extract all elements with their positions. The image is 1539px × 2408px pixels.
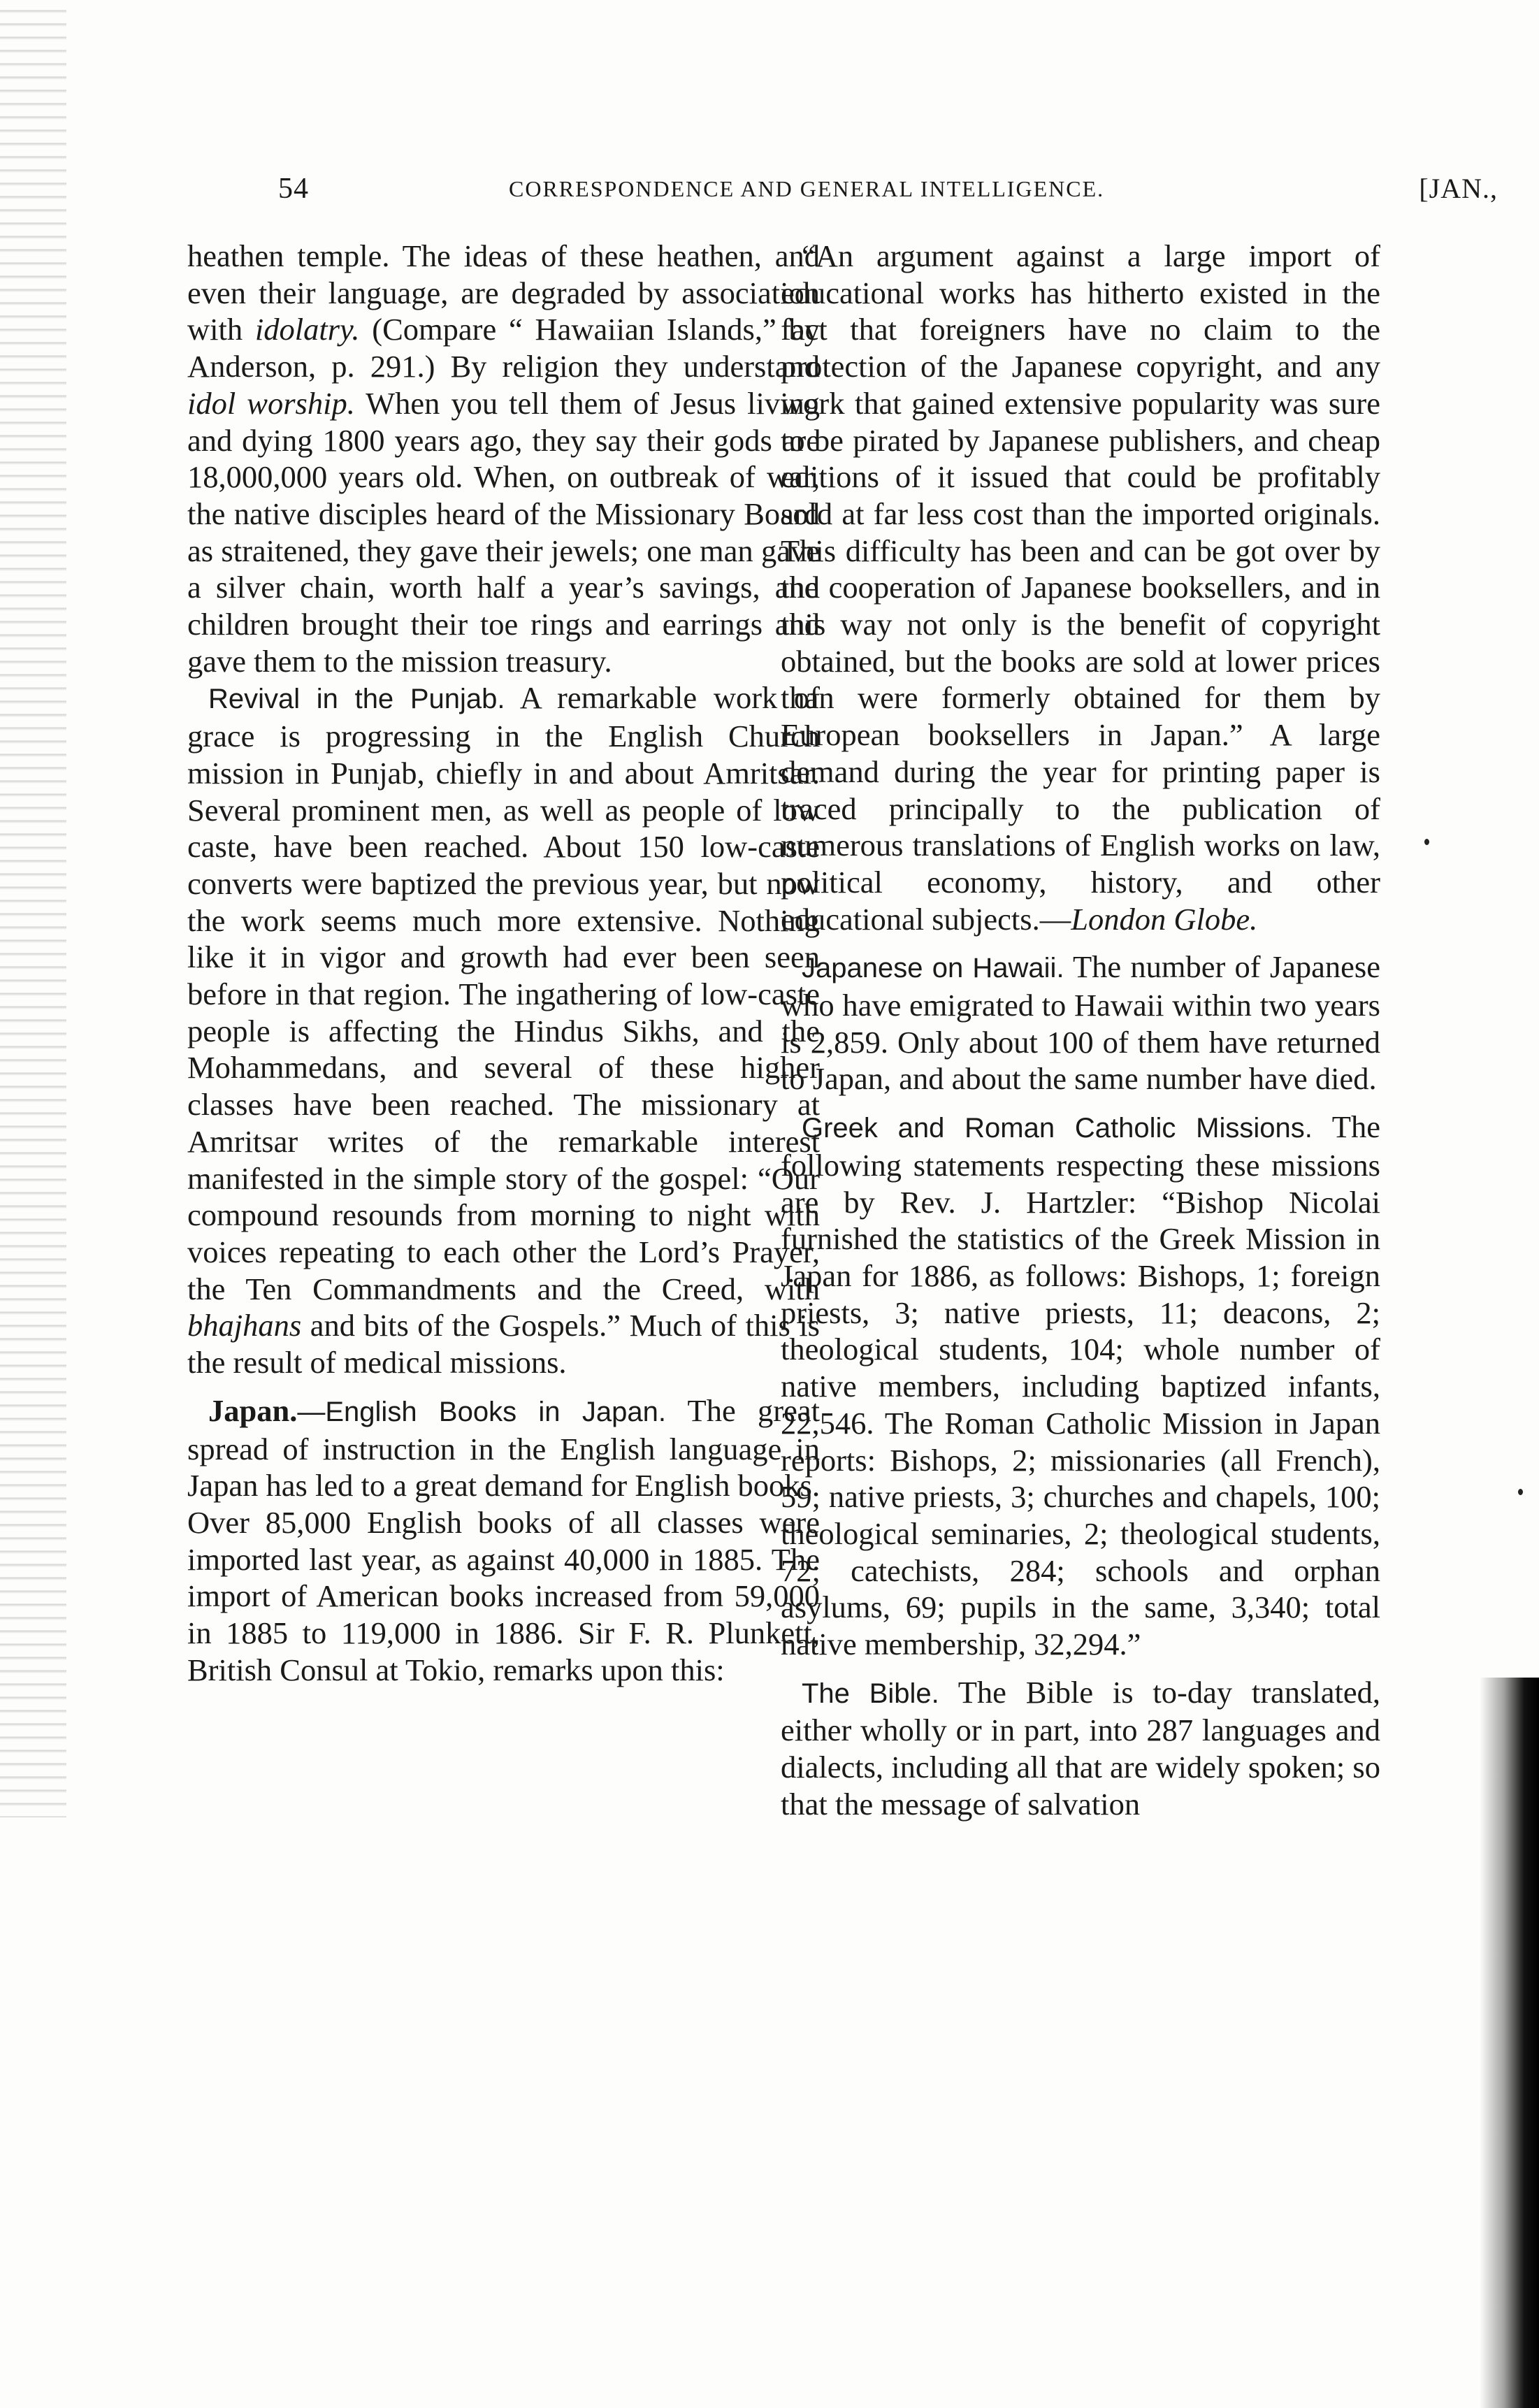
italic-idol-worship: idol worship. xyxy=(187,385,355,421)
section-heading-japanese-hawaii: Japanese on Hawaii. xyxy=(802,953,1064,984)
page-number: 54 xyxy=(278,173,309,205)
text-run: (Compare “ Hawaiian Islands,” by Anderson, p. 291.) By religion they understand xyxy=(187,312,820,384)
text-run: and bits of the Gospels.” Much of this is the result of medical missions. xyxy=(187,1308,820,1380)
text-run: The Bible is to-day translated, either wholly or in part, into 287 languages and dialects, including all that are widely spoken; so that the message of salvation xyxy=(781,1674,1380,1822)
scan-edge-right xyxy=(1480,1678,1539,2408)
paragraph-greek-roman-missions xyxy=(781,1109,1380,1663)
left-column xyxy=(187,238,820,1688)
text-run: A remarkable work of grace is progressing in the English Church mission in Punjab, chiefly in and about Amritsar. Several prominent men, as well as people of low caste, have been reached. About 150 low-caste converts were baptized the previous year, but now the work seems much more extensive. Nothing like it in vigor and growth had ever been seen before in that region. The ingathering of low-caste people is affecting the Hindus Sikhs, and the Mohammedans, and several of these higher classes have been reached. The missionary at Amritsar writes of the remarkable interest manifested in the simple story of the gospel: “Our compound resounds from morning to night with voices repeating to each other the Lord’s Prayer, the Ten Commandments and the Creed, with xyxy=(187,680,820,1306)
paragraph-revival-punjab xyxy=(187,679,820,1380)
running-header xyxy=(278,172,1498,214)
text-run: The great spread of instruction in the English language in Japan has led to a great demand for English books. Over 85,000 English books of all classes were imported last year, as against 40,000 in 1885. The import of American books increased from 59,000 in 1885 to 119,000 in 1886. Sir F. R. Plunkett, British Consul at Tokio, remarks upon this: xyxy=(187,1392,820,1687)
subheading-english-books: —English Books in Japan. xyxy=(297,1396,666,1427)
italic-idolatry: idolatry. xyxy=(254,312,360,347)
scan-speck xyxy=(1518,1489,1523,1495)
scan-speck xyxy=(1424,839,1429,845)
italic-bhajhans: bhajhans xyxy=(187,1308,302,1343)
scan-edge-left xyxy=(0,0,66,1817)
header-month: [JAN., xyxy=(1419,173,1498,204)
italic-london-globe: London Globe. xyxy=(1071,901,1258,937)
running-title: CORRESPONDENCE AND GENERAL INTELLIGENCE. xyxy=(509,176,1105,201)
paragraph-copyright-quote xyxy=(781,238,1380,937)
section-heading-greek-roman-missions: Greek and Roman Catholic Missions. xyxy=(802,1113,1313,1144)
section-heading-the-bible: The Bible. xyxy=(802,1678,939,1709)
paragraph-heathen-temple xyxy=(187,238,820,679)
text-run: The number of Japanese who have emigrated to Hawaii within two years is 2,859. Only about 100 of them have returned to Japan, and about the same number have died. xyxy=(781,949,1380,1097)
text-run: The following statements respecting these missions are by Rev. J. Hartzler: “Bishop Nicolai furnished the statistics of the Greek Mission in Japan for 1886, as follows: Bishops, 1; foreign priests, 3; native priests, 11; deacons, 2; theological students, 104; whole number of native members, including baptized infants, 22,546. The Roman Catholic Mission in Japan reports: Bishops, 2; missionaries (all French), 59; native priests, 3; churches and chapels, 100; theological seminaries, 2; theological students, 72; catechists, 284; schools and orphan asylums, 69; pupils in the same, 3,340; total native membership, 32,294.” xyxy=(781,1109,1380,1662)
section-heading-japan: Japan. xyxy=(208,1392,298,1428)
text-run: When you tell them of Jesus living and dying 1800 years ago, they say their gods are 18,000,000 years old. When, on outbreak of war, the native disciples heard of the Missionary Board as straitened, they gave their jewels; one man gave a silver chain, worth half a year’s savings, and children brought their toe rings and earrings and gave them to the mission treasury. xyxy=(187,385,820,679)
paragraph-japan-english-books xyxy=(187,1392,820,1689)
paragraph-japanese-hawaii xyxy=(781,949,1380,1097)
text-run: heathen temple. The ideas of these heathen, and even their language, are degraded by association with xyxy=(187,238,820,347)
text-run: “An argument against a large import of educational works has hitherto existed in the fact that foreigners have no claim to the protection of the Japanese copyright, and any work that gained extensive popularity was sure to be pirated by Japanese publishers, and cheap editions of it issued that could be profitably sold at far less cost than the imported originals. This difficulty has been and can be got over by the cooperation of Japanese booksellers, and in this way not only is the benefit of copyright obtained, but the books are sold at lower prices than were formerly obtained for them by European booksellers in Japan.” A large demand during the year for printing paper is traced principally to the publication of numerous translations of English works on law, political economy, history, and other educational subjects.— xyxy=(781,238,1380,937)
paragraph-the-bible xyxy=(781,1674,1380,1823)
section-heading-revival-punjab: Revival in the Punjab. xyxy=(208,684,505,715)
right-column xyxy=(781,238,1380,1823)
